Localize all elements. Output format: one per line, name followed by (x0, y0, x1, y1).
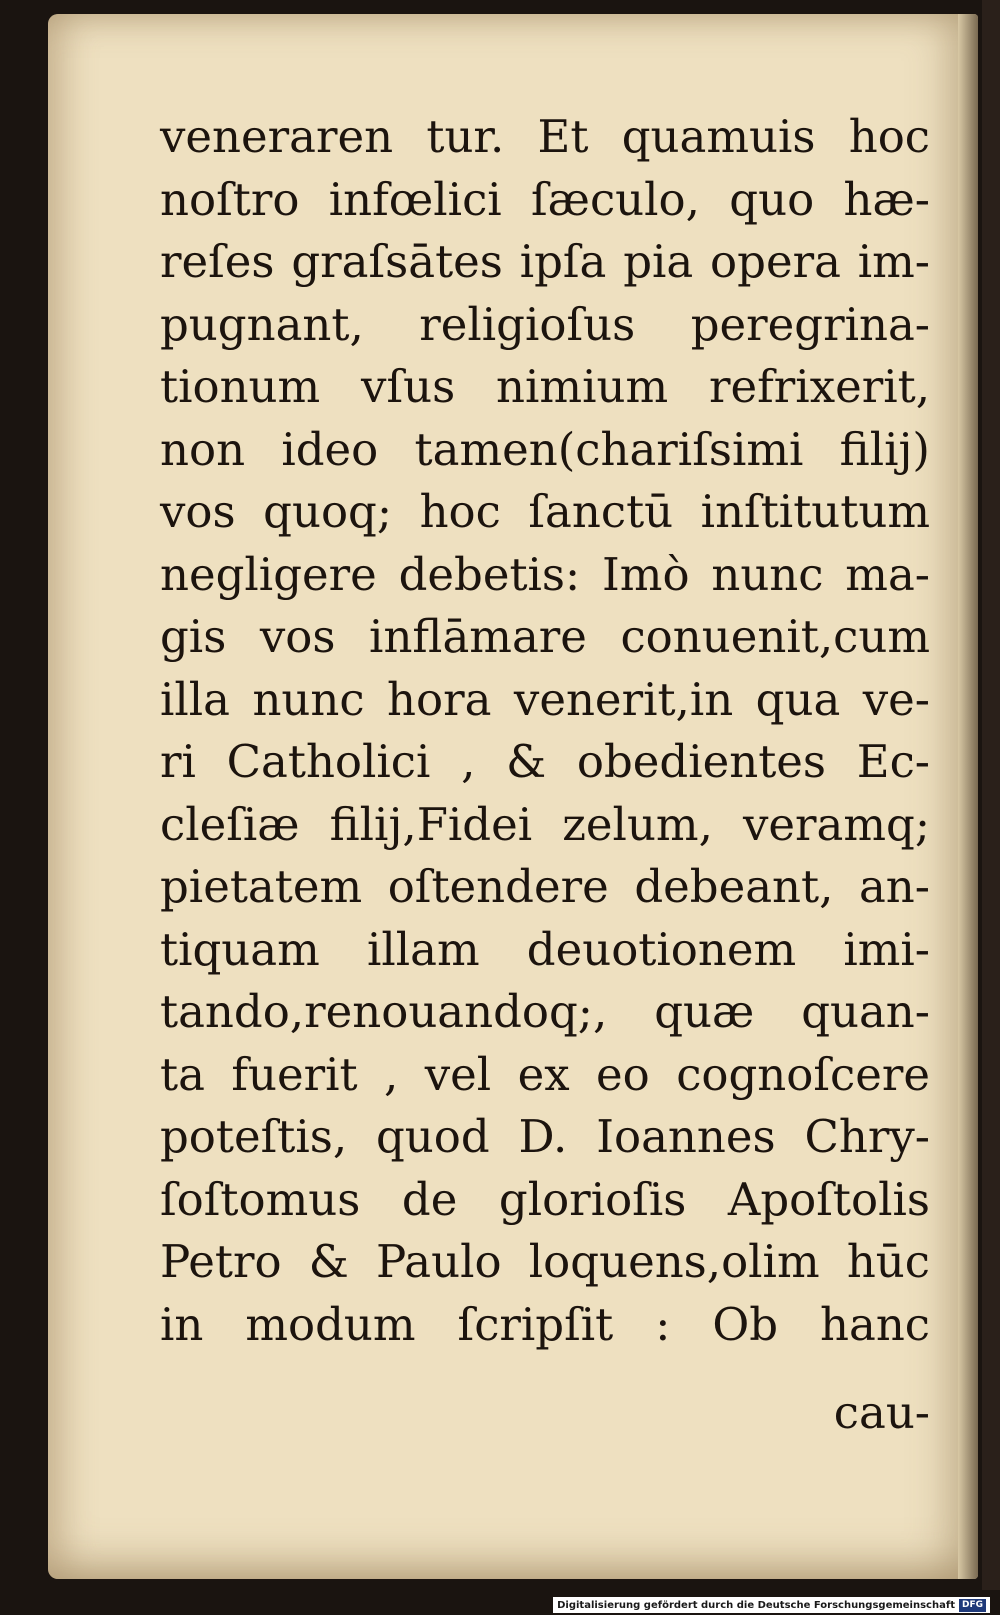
text-line: vos quoq; hoc ſanctū inſtitutum (160, 485, 930, 538)
text-line: illa nunc hora venerit,in qua ve- (160, 672, 930, 726)
text-line: pugnant, religioſus peregrina- (160, 297, 930, 351)
text-line: tiquam illam deuotionem imi- (160, 922, 930, 976)
scan-edge (982, 0, 1000, 1590)
text-line: ta fuerit , vel ex eo cognoſcere (160, 1047, 930, 1101)
text-line: ri Catholici , & obedientes Ec- (160, 735, 930, 788)
text-line: negligere debetis: Imò nunc ma- (160, 547, 930, 601)
credit-text: Digitalisierung gefördert durch die Deutsche Forschungsgemeinschaft (557, 1599, 955, 1611)
text-line: noſtro infœlici ſæculo, quo hæ- (160, 172, 930, 226)
page-fore-edge (958, 14, 978, 1579)
text-line: tando,renouandoq;, quæ quan- (160, 985, 930, 1038)
text-line: pietatem oſtendere debeant, an- (160, 860, 930, 913)
catchword: cau- (833, 1386, 930, 1439)
text-line: reſes graſsātes ipſa pia opera im- (160, 235, 930, 288)
text-line: tionum vſus nimium refrixerit, (160, 360, 930, 413)
digitization-credit (553, 1597, 990, 1613)
text-line: Petro & Paulo loquens,olim hūc (160, 1235, 930, 1288)
text-line: non ideo tamen(chariſsimi filij) (160, 422, 930, 476)
text-line: poteſtis, quod D. Ioannes Chry- (160, 1110, 930, 1163)
text-line: veneraren tur. Et quamuis hoc (160, 110, 930, 163)
text-line: cleſiæ filij,Fidei zelum, veramq; (160, 797, 930, 851)
text-line: in modum ſcripſit : Ob hanc (160, 1297, 930, 1351)
page-text-block (160, 106, 930, 1439)
text-line: gis vos inflāmare conuenit,cum (160, 610, 930, 663)
dfg-logo-icon: DFG (959, 1599, 986, 1612)
text-line: ſoſtomus de glorioſis Apoſtolis (160, 1172, 930, 1226)
book-page (48, 14, 978, 1579)
